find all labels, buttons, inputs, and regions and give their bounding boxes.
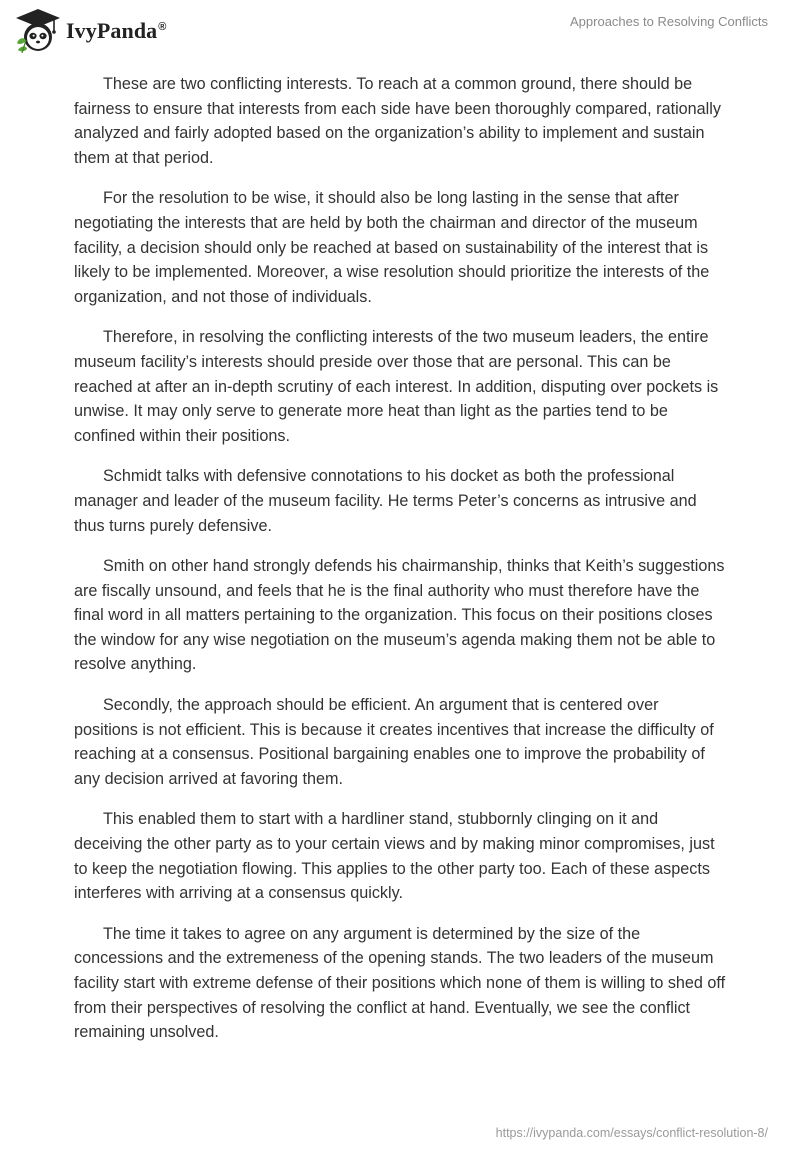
paragraph: These are two conflicting interests. To reach at a common ground, there should be fairness to ensure that interests from each side have been thoroughly compared, rationally analyzed and fairly adopted based on the organization’s ability to implement and sustain them at that period.: [74, 75, 721, 167]
panda-graduation-cap-icon: [14, 7, 62, 55]
registered-mark: ®: [158, 20, 167, 33]
paragraph: The time it takes to agree on any argument is determined by the size of the concessions and the extremeness of the opening stands. The two leaders of the museum facility start with extreme defense of their positions which none of them is willing to shed off from their perspectives of resolving the conflict at hand. Eventually, we see the conflict remaining unsolved.: [74, 924, 726, 1042]
source-url[interactable]: https://ivypanda.com/essays/conflict-resolution-8/: [495, 1126, 768, 1140]
paragraph: For the resolution to be wise, it should also be long lasting in the sense that after negotiating the interests that are held by both the chairman and director of the museum facility, a decision should only be reached at based on sustainability of the interest that is likely to be implemented. Moreover, a wise resolution should prioritize the interests of the organization, and not those of individuals.: [74, 189, 710, 306]
essay-body: [74, 72, 726, 1061]
paragraph: This enabled them to start with a hardliner stand, stubbornly clinging on it and deceiving the other party as to your certain views and by making minor compromises, just to keep the negotiation flowing. This applies to the other party too. Each of these aspects interferes with arriving at a consensus quickly.: [74, 810, 715, 903]
paragraph: Therefore, in resolving the conflicting interests of the two museum leaders, the entire museum facility’s interests should preside over those that are personal. This can be reached at after an in-depth scrutiny of each interest. In addition, disputing over pockets is unwise. It may only serve to generate more heat than light as the parties tend to be confined within their positions.: [74, 328, 719, 445]
page-header: [0, 0, 800, 60]
paragraph: Smith on other hand strongly defends his chairmanship, thinks that Keith’s suggestions are fiscally unsound, and feels that he is the final authority who must therefore have the final word in all matters pertaining to the organization. This focus on their positions closes the window for any wise negotiation on the museum’s agenda making them not be able to resolve anything.: [74, 557, 725, 674]
paragraph: Secondly, the approach should be efficient. An argument that is centered over positions is not efficient. This is because it creates incentives that increase the difficulty of reaching at a consensus. Positional bargaining enables one to improve the probability of any decision arrived at favoring them.: [74, 696, 714, 788]
paragraph: Schmidt talks with defensive connotations to his docket as both the professional manager and leader of the museum facility. He terms Peter’s concerns as intrusive and thus turns purely defensive.: [74, 467, 697, 535]
brand-name: IvyPanda®: [66, 18, 167, 43]
ivypanda-logo[interactable]: [14, 7, 167, 55]
document-title: Approaches to Resolving Conflicts: [570, 14, 768, 29]
